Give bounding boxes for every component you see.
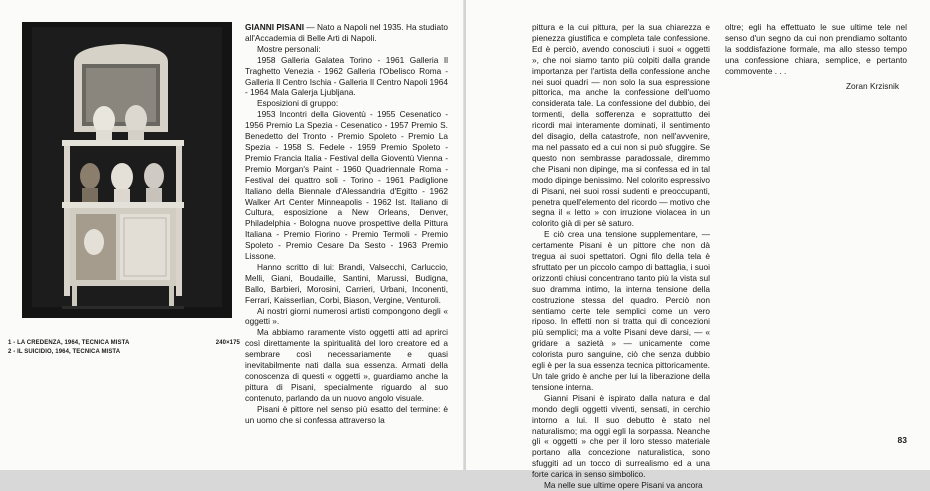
right-page [466, 0, 930, 491]
artwork-photo [22, 22, 232, 318]
caption-1-dims: 240×175 [215, 340, 240, 346]
caption-1 [8, 339, 240, 348]
paragraph-7: Ma nelle sue ultime opere Pisani va ancora [544, 480, 703, 491]
paragraph-4: pittura e la cui pittura, per la sua chiarezza e pienezza giustifica e completa tale confessione. Ed è perciò, avendo conosciuti i suoi « oggetti », che noi siamo tanto più colpiti dalla grande importanza per l'artista della confessione anche nei suoi quadri — non solo la sua espressione pittorica, ma anche la confessione dell'uomo considerata tale. La confessione del dubbio, dei tormenti, della sofferenza e soprattutto dei ricordi mai interamente dominati, il sentimento del disagio, della catastrofe, non nell'avvenire, ma nel passato ed a cui non si può sfuggire. Se questo non sembrasse paradossale, diremmo che Pisani non dipinge, ma si confessa ed in tal modo dipinge benissimo. Nel colorito espressivo di Pisani, nei suoi rossi sudenti e preoccupanti, penetra quell'elemento del ricordo — motivo che segna il « letto » con irruzione violacea in un colorito già di per sè saturo. [532, 22, 710, 229]
critics-paragraph: Hanno scritto di lui: Brandi, Valsecchi, Carluccio, Melli, Giani, Boudaille, Santini, Marussi, Budigna, Ballo, Barbieri, Morosini, Carrieri, Urbani, Inconenti, Ferrari, Kaisserlian, Corbi, Biason, Vergine, Venturoli. [245, 261, 448, 305]
author-signature: Zoran Krzisnik [845, 80, 899, 91]
paragraph-3: Pisani è pittore nel senso più esatto del termine: è un uomo che si confessa attraverso la [245, 403, 448, 425]
paragraph-1: Ai nostri giorni numerosi artisti compongono degli « oggetti ». [245, 305, 448, 327]
left-page [0, 0, 465, 470]
text-column-1 [245, 22, 448, 426]
artist-name: GIANNI PISANI [245, 22, 305, 32]
paragraph-2: Ma abbiamo raramente visto oggetti atti ad aprirci così direttamente la spiritualità del loro creatore ed a sembrare così necessariamente e quasi inevitabilmente nati dalla sua essenza. Armati della conoscenza di questi « oggetti », guardiamo anche la pittura di Pisani, specialmente riguardo al suo contenuto, parlando da un nuovo angolo visuale. [245, 327, 448, 403]
paragraph-6: Gianni Pisani è ispirato dalla natura e dal mondo degli oggetti viventi, sensati, in cerchio intorno a lui. Il suo debutto è stato nel naturalismo; ma oggi egli la sorpassa. Neanche gli « oggetti » che per il loro stesso materiale portano alla concezione naturalistica, sono sfuggiti ad un tocco di surrealismo ed a una forte carica in senso simbolico. [532, 392, 710, 480]
caption-2-text: 2 - IL SUICIDIO, 1964, TECNICA MISTA [8, 348, 121, 355]
caption-2 [8, 348, 240, 357]
caption-1-text: 1 - LA CREDENZA, 1964, TECNICA MISTA [8, 340, 130, 346]
figure-captions [8, 339, 240, 356]
text-column-2 [532, 22, 710, 491]
solo-shows: 1958 Galleria Galatea Torino - 1961 Galleria Il Traghetto Venezia - 1962 Galleria l'Obelisco Roma - Galleria Il Centro Ischia - Galleria Il Centro Napoli 1964 - 1964 Mala Galerja Ljubljana. [245, 54, 448, 98]
group-shows-label: Esposizioni di gruppo: [257, 98, 339, 109]
group-shows: 1953 Incontri della Gioventù - 1955 Cesenatico - 1956 Premio La Spezia - Cesenatico - 1957 Premio S. Benedetto del Tronto - Premio Spoleto - Premio La Spezia - 1958 S. Fedele - 1959 Premio Spoleto - Premio Francia Italia - Festival della Gioventù Vienna - Premio Morgan's Paint - 1960 Quadriennale Roma - Festival dei quattro soli - Torino - 1961 Padiglione Italiano della Biennale d'Alessandria d'Egitto - 1962 Walker Art Center Minneapolis - 1962 Ist. Italiano di Cultura, esposizione a New Orleans, Denver, Philadelphia - Bologna nuove prospettive della Pittura Italiana - Premio Fiorino - Premio Termoli - Premio Spoleto - Premio Cesare Da Sesto - 1963 Premio Lissone. [245, 109, 448, 262]
paragraph-8: oltre; egli ha effettuato le sue ultime tele nel senso d'un segno da cui non prendiamo soltanto la soddisfazione formale, ma allo stesso tempo una confessione chiara, semplice, e pertanto commovente . . . [725, 22, 907, 76]
artist-intro: — Nato a Napoli nel 1935. Ha studiato all'Accademia di Belle Arti di Napoli. [245, 22, 448, 43]
solo-shows-label: Mostre personali: [257, 43, 321, 54]
page-number: 83 [897, 435, 907, 445]
text-column-3 [725, 22, 907, 91]
paragraph-5: E ciò crea una tensione supplementare, — certamente Pisani è un pittore che non dà tregua ai suoi spettatori. Ogni filo della tela è sfruttato per un piccolo campo di battaglia, i suoi orizzonti chiusi concentrano tanto più la vista sul suo dramma intimo, la interna tensione della costruzione stessa del quadro. Perciò non sentiamo certe tele semplici come un vero riposo. In effetti non si tratta qui di concezioni più semplici; ma a volte Pisani deve darsi, — « gridare a sazietà » — unicamente come colorista puro sanguine, ciò che senza dubbio egli è per la sua essenza tecnica pittoricamente. Un tale grido è anche per lui la liberazione della tensione interna. [532, 229, 710, 392]
